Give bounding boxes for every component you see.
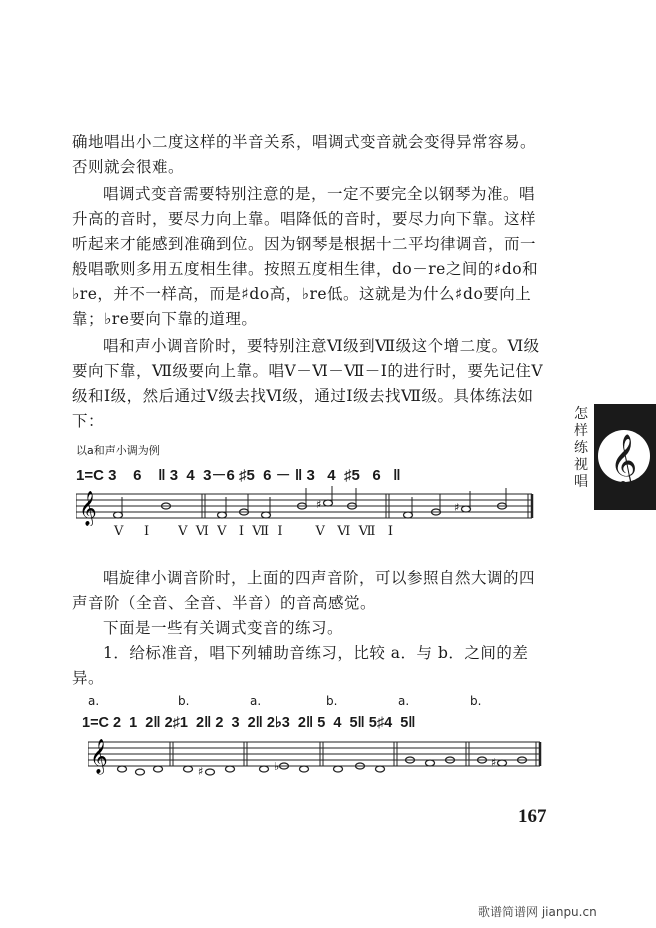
paragraph-harmonic-minor: 唱和声小调音阶时，要特别注意Ⅵ级到Ⅶ级这个增二度。Ⅵ级要向下靠，Ⅶ级要向上靠。唱Ⅴ－Ⅵ－Ⅶ－Ⅰ的进行时，要先记住Ⅴ级和Ⅰ级，然后通过Ⅴ级去找Ⅵ级，通过Ⅰ级去找Ⅶ级。具体练法如下： [72,337,544,430]
sharp-icon: ♯ [316,498,322,511]
label-b: b. [178,694,190,708]
example2-staff [88,736,548,780]
example1-degrees: Ⅴ Ⅰ Ⅴ Ⅵ Ⅴ Ⅰ Ⅶ Ⅰ Ⅴ Ⅵ Ⅶ Ⅰ [114,524,393,539]
page-number: 167 [518,806,547,827]
paragraph-exercises-intro: 下面是一些有关调式变音的练习。 [103,619,344,637]
side-tab [594,404,656,510]
label-b: b. [326,694,338,708]
paragraph-exercise-1: 1．给标准音，唱下列辅助音练习，比较 a．与 b．之间的差异。 [72,644,529,687]
treble-clef-icon: 𝄞 [79,491,97,526]
treble-clef-icon: 𝄞 [90,739,108,774]
side-tab-text: 怎样练视唱 [574,406,588,490]
sharp-icon: ♯ [491,756,497,769]
label-a: a. [250,694,262,708]
label-b: b. [470,694,482,708]
sharp-icon: ♯ [454,501,460,514]
paragraph-tuning: 唱调式变音需要特别注意的是，一定不要完全以钢琴为准。唱升高的音时，要尽力向上靠。唱降低的音时，要尽力向下靠。这样听起来才能感到准确到位。因为钢琴是根据十二平均律调音，而一般唱歌则多用五度相生律。按照五度相生律，do－re之间的♯do和♭re，并不一样高，而是♯do高，♭re低。这就是为什么♯do要向上靠；♭re要向下靠的道理。 [72,185,539,328]
example2-jianpu: 1=C 2 1 2‖ 2♯1 2‖ 2 3 2‖ 2♭3 2‖ 5 4 5‖ 5♯4 5‖ [82,715,416,731]
watermark: 歌谱简谱网 jianpu.cn [478,905,597,919]
paragraph-continuation: 确地唱出小二度这样的半音关系，唱调式变音就会变得异常容易。否则就会很难。 [72,133,537,176]
paragraph-melodic-minor: 唱旋律小调音阶时，上面的四声音阶，可以参照自然大调的四声音阶（全音、全音、半音）的音高感觉。 [72,569,536,612]
svg-text:𝄞: 𝄞 [610,433,638,487]
treble-clef-icon [594,404,656,510]
example1-caption: 以a和声小调为例 [76,444,160,457]
label-a: a. [88,694,100,708]
sharp-icon: ♯ [198,765,204,778]
example1-jianpu: 1=C 3 6 ‖ 3 4 3－6 ♯5 6 － ‖ 3 4 ♯5 6 ‖ [76,467,401,484]
flat-icon: ♭ [274,760,280,773]
example1-staff [76,486,546,526]
label-a: a. [398,694,410,708]
